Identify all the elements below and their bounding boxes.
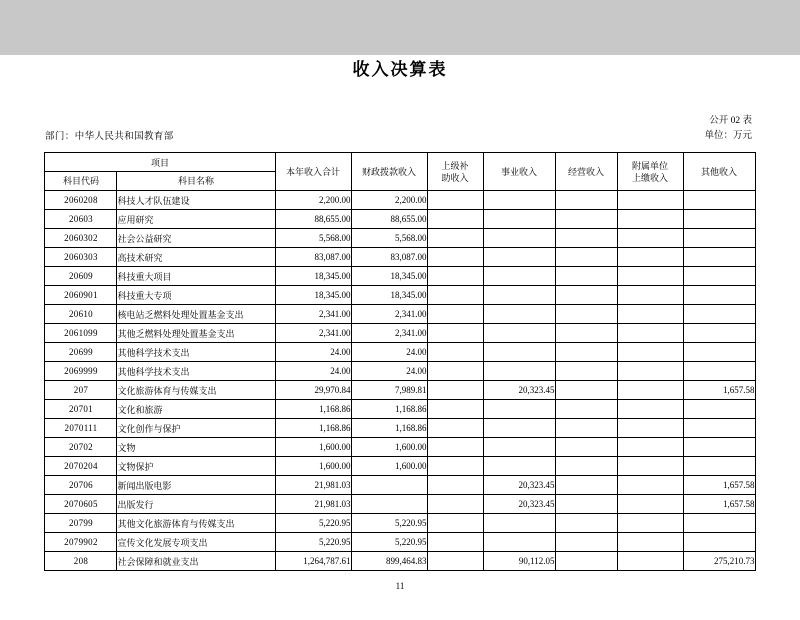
cell-operating <box>555 533 617 552</box>
cell-operating <box>555 210 617 229</box>
cell-other <box>683 533 755 552</box>
cell-operating <box>555 552 617 571</box>
cell-fiscal <box>351 476 427 495</box>
table-header-row-1 <box>45 153 755 172</box>
cell-name: 高技术研究 <box>117 248 275 267</box>
cell-total: 5,220.95 <box>275 514 351 533</box>
cell-total: 21,981.03 <box>275 495 351 514</box>
table-row <box>45 343 755 362</box>
cell-name: 核电站乏燃料处理处置基金支出 <box>117 305 275 324</box>
cell-operating <box>555 438 617 457</box>
cell-business <box>483 438 555 457</box>
cell-other <box>683 362 755 381</box>
cell-business <box>483 305 555 324</box>
cell-superior-subsidy <box>427 476 483 495</box>
cell-fiscal: 2,341.00 <box>351 305 427 324</box>
cell-other <box>683 457 755 476</box>
header-code: 科目代码 <box>45 172 117 191</box>
cell-operating <box>555 305 617 324</box>
cell-operating <box>555 514 617 533</box>
cell-fiscal: 1,168.86 <box>351 400 427 419</box>
cell-business <box>483 248 555 267</box>
header-superior-subsidy <box>427 153 483 191</box>
cell-total: 1,168.86 <box>275 419 351 438</box>
cell-affiliate-paid <box>617 191 683 210</box>
cell-affiliate-paid <box>617 362 683 381</box>
table-row <box>45 267 755 286</box>
cell-code: 2070605 <box>45 495 117 514</box>
header-superior-subsidy-line1: 上级补 <box>441 160 469 171</box>
cell-other <box>683 229 755 248</box>
cell-business <box>483 210 555 229</box>
cell-business <box>483 229 555 248</box>
form-code: 公开 02 表 <box>709 116 752 126</box>
header-business: 事业收入 <box>483 153 555 191</box>
cell-operating <box>555 362 617 381</box>
cell-superior-subsidy <box>427 210 483 229</box>
cell-other <box>683 324 755 343</box>
cell-code: 207 <box>45 381 117 400</box>
cell-total: 2,200.00 <box>275 191 351 210</box>
cell-business <box>483 419 555 438</box>
cell-business <box>483 343 555 362</box>
cell-superior-subsidy <box>427 248 483 267</box>
cell-other <box>683 400 755 419</box>
cell-affiliate-paid <box>617 248 683 267</box>
cell-operating <box>555 457 617 476</box>
cell-superior-subsidy <box>427 305 483 324</box>
department-label: 部门：中华人民共和国教育部 <box>45 132 174 142</box>
cell-other <box>683 286 755 305</box>
cell-affiliate-paid <box>617 457 683 476</box>
cell-total: 18,345.00 <box>275 267 351 286</box>
page-number: 11 <box>395 581 405 591</box>
cell-operating <box>555 419 617 438</box>
cell-other <box>683 438 755 457</box>
cell-operating <box>555 476 617 495</box>
cell-total: 29,970.84 <box>275 381 351 400</box>
cell-affiliate-paid <box>617 267 683 286</box>
cell-name: 文化创作与保护 <box>117 419 275 438</box>
cell-fiscal: 18,345.00 <box>351 286 427 305</box>
cell-affiliate-paid <box>617 476 683 495</box>
cell-superior-subsidy <box>427 267 483 286</box>
cell-superior-subsidy <box>427 552 483 571</box>
cell-superior-subsidy <box>427 381 483 400</box>
document-page <box>0 55 800 620</box>
cell-fiscal: 5,220.95 <box>351 514 427 533</box>
cell-business <box>483 324 555 343</box>
cell-other <box>683 343 755 362</box>
cell-fiscal: 899,464.83 <box>351 552 427 571</box>
cell-code: 2060901 <box>45 286 117 305</box>
cell-fiscal <box>351 495 427 514</box>
cell-fiscal: 2,341.00 <box>351 324 427 343</box>
cell-other <box>683 419 755 438</box>
header-total: 本年收入合计 <box>275 153 351 191</box>
cell-total: 21,981.03 <box>275 476 351 495</box>
cell-name: 其他乏燃料处理处置基金支出 <box>117 324 275 343</box>
cell-name: 文物 <box>117 438 275 457</box>
cell-total: 5,568.00 <box>275 229 351 248</box>
cell-affiliate-paid <box>617 419 683 438</box>
cell-fiscal: 18,345.00 <box>351 267 427 286</box>
table-body <box>45 191 755 571</box>
cell-affiliate-paid <box>617 552 683 571</box>
cell-code: 20603 <box>45 210 117 229</box>
table-row <box>45 286 755 305</box>
header-other: 其他收入 <box>683 153 755 191</box>
cell-superior-subsidy <box>427 438 483 457</box>
cell-fiscal: 7,989.81 <box>351 381 427 400</box>
cell-fiscal: 5,568.00 <box>351 229 427 248</box>
table-row <box>45 400 755 419</box>
cell-operating <box>555 343 617 362</box>
cell-operating <box>555 495 617 514</box>
cell-other <box>683 514 755 533</box>
cell-operating <box>555 267 617 286</box>
cell-superior-subsidy <box>427 191 483 210</box>
cell-fiscal: 83,087.00 <box>351 248 427 267</box>
cell-affiliate-paid <box>617 210 683 229</box>
cell-code: 20706 <box>45 476 117 495</box>
cell-business <box>483 514 555 533</box>
cell-name: 社会公益研究 <box>117 229 275 248</box>
cell-business <box>483 362 555 381</box>
cell-fiscal: 1,600.00 <box>351 457 427 476</box>
cell-business <box>483 191 555 210</box>
cell-operating <box>555 229 617 248</box>
cell-other: 1,657.58 <box>683 381 755 400</box>
cell-total: 24.00 <box>275 362 351 381</box>
cell-code: 20701 <box>45 400 117 419</box>
cell-fiscal: 2,200.00 <box>351 191 427 210</box>
table-row <box>45 305 755 324</box>
cell-total: 5,220.95 <box>275 533 351 552</box>
header-fiscal: 财政拨款收入 <box>351 153 427 191</box>
cell-total: 1,600.00 <box>275 438 351 457</box>
cell-fiscal: 88,655.00 <box>351 210 427 229</box>
cell-superior-subsidy <box>427 457 483 476</box>
cell-fiscal: 5,220.95 <box>351 533 427 552</box>
cell-code: 20702 <box>45 438 117 457</box>
cell-fiscal: 24.00 <box>351 343 427 362</box>
cell-superior-subsidy <box>427 400 483 419</box>
cell-code: 2079902 <box>45 533 117 552</box>
cell-operating <box>555 286 617 305</box>
income-final-accounts-table <box>44 152 755 571</box>
cell-name: 应用研究 <box>117 210 275 229</box>
header-affiliate-paid-line1: 附属单位 <box>631 160 668 171</box>
cell-operating <box>555 400 617 419</box>
cell-business: 20,323.45 <box>483 476 555 495</box>
cell-total: 88,655.00 <box>275 210 351 229</box>
cell-other <box>683 267 755 286</box>
cell-fiscal: 1,168.86 <box>351 419 427 438</box>
table-row <box>45 191 755 210</box>
header-operating: 经营收入 <box>555 153 617 191</box>
cell-code: 2060208 <box>45 191 117 210</box>
cell-total: 1,600.00 <box>275 457 351 476</box>
meta-row <box>0 114 800 148</box>
cell-superior-subsidy <box>427 495 483 514</box>
cell-affiliate-paid <box>617 514 683 533</box>
cell-operating <box>555 248 617 267</box>
cell-superior-subsidy <box>427 533 483 552</box>
cell-business <box>483 457 555 476</box>
table-row <box>45 457 755 476</box>
cell-code: 2070204 <box>45 457 117 476</box>
cell-operating <box>555 324 617 343</box>
cell-name: 科技人才队伍建设 <box>117 191 275 210</box>
cell-name: 社会保障和就业支出 <box>117 552 275 571</box>
table-row <box>45 495 755 514</box>
table-row <box>45 324 755 343</box>
cell-other: 275,210.73 <box>683 552 755 571</box>
cell-name: 新闻出版电影 <box>117 476 275 495</box>
page-title: 收入决算表 <box>352 60 448 79</box>
cell-code: 20609 <box>45 267 117 286</box>
cell-affiliate-paid <box>617 533 683 552</box>
cell-affiliate-paid <box>617 438 683 457</box>
cell-fiscal: 1,600.00 <box>351 438 427 457</box>
cell-name: 文化旅游体育与传媒支出 <box>117 381 275 400</box>
cell-operating <box>555 381 617 400</box>
cell-superior-subsidy <box>427 343 483 362</box>
form-meta <box>704 114 752 144</box>
cell-name: 其他文化旅游体育与传媒支出 <box>117 514 275 533</box>
table-row <box>45 210 755 229</box>
cell-code: 20799 <box>45 514 117 533</box>
cell-code: 2060302 <box>45 229 117 248</box>
cell-affiliate-paid <box>617 343 683 362</box>
cell-code: 20699 <box>45 343 117 362</box>
cell-total: 2,341.00 <box>275 324 351 343</box>
unit-label: 单位：万元 <box>704 131 752 141</box>
table-row <box>45 514 755 533</box>
cell-superior-subsidy <box>427 419 483 438</box>
cell-business <box>483 533 555 552</box>
table-row <box>45 419 755 438</box>
cell-affiliate-paid <box>617 305 683 324</box>
table-row <box>45 381 755 400</box>
cell-total: 83,087.00 <box>275 248 351 267</box>
cell-superior-subsidy <box>427 514 483 533</box>
cell-other: 1,657.58 <box>683 495 755 514</box>
cell-superior-subsidy <box>427 324 483 343</box>
cell-name: 科技重大项目 <box>117 267 275 286</box>
cell-affiliate-paid <box>617 324 683 343</box>
cell-name: 其他科学技术支出 <box>117 343 275 362</box>
cell-name: 其他科学技术支出 <box>117 362 275 381</box>
cell-affiliate-paid <box>617 286 683 305</box>
header-affiliate-paid-line2: 上缴收入 <box>631 172 668 183</box>
cell-affiliate-paid <box>617 400 683 419</box>
cell-affiliate-paid <box>617 381 683 400</box>
table-row <box>45 476 755 495</box>
cell-name: 科技重大专项 <box>117 286 275 305</box>
cell-name: 出版发行 <box>117 495 275 514</box>
cell-business: 20,323.45 <box>483 381 555 400</box>
header-superior-subsidy-line2: 助收入 <box>441 172 469 183</box>
cell-other <box>683 210 755 229</box>
cell-business: 20,323.45 <box>483 495 555 514</box>
cell-superior-subsidy <box>427 286 483 305</box>
cell-code: 20610 <box>45 305 117 324</box>
cell-total: 2,341.00 <box>275 305 351 324</box>
cell-code: 2061099 <box>45 324 117 343</box>
cell-superior-subsidy <box>427 362 483 381</box>
cell-superior-subsidy <box>427 229 483 248</box>
cell-total: 18,345.00 <box>275 286 351 305</box>
cell-business: 90,112.05 <box>483 552 555 571</box>
cell-operating <box>555 191 617 210</box>
group-header-item: 项目 <box>45 153 275 172</box>
cell-business <box>483 286 555 305</box>
cell-other <box>683 191 755 210</box>
cell-total: 1,168.86 <box>275 400 351 419</box>
cell-total: 24.00 <box>275 343 351 362</box>
table-row <box>45 533 755 552</box>
cell-code: 208 <box>45 552 117 571</box>
cell-affiliate-paid <box>617 495 683 514</box>
header-affiliate-paid <box>617 153 683 191</box>
cell-total: 1,264,787.61 <box>275 552 351 571</box>
cell-name: 文物保护 <box>117 457 275 476</box>
cell-business <box>483 267 555 286</box>
cell-code: 2070111 <box>45 419 117 438</box>
cell-business <box>483 400 555 419</box>
cell-fiscal: 24.00 <box>351 362 427 381</box>
cell-code: 2069999 <box>45 362 117 381</box>
cell-code: 2060303 <box>45 248 117 267</box>
table-row <box>45 362 755 381</box>
cell-other: 1,657.58 <box>683 476 755 495</box>
cell-affiliate-paid <box>617 229 683 248</box>
cell-other <box>683 305 755 324</box>
table-row <box>45 438 755 457</box>
cell-other <box>683 248 755 267</box>
table-row <box>45 248 755 267</box>
cell-name: 文化和旅游 <box>117 400 275 419</box>
cell-name: 宣传文化发展专项支出 <box>117 533 275 552</box>
table-row <box>45 552 755 571</box>
table-row <box>45 229 755 248</box>
header-name: 科目名称 <box>117 172 275 191</box>
